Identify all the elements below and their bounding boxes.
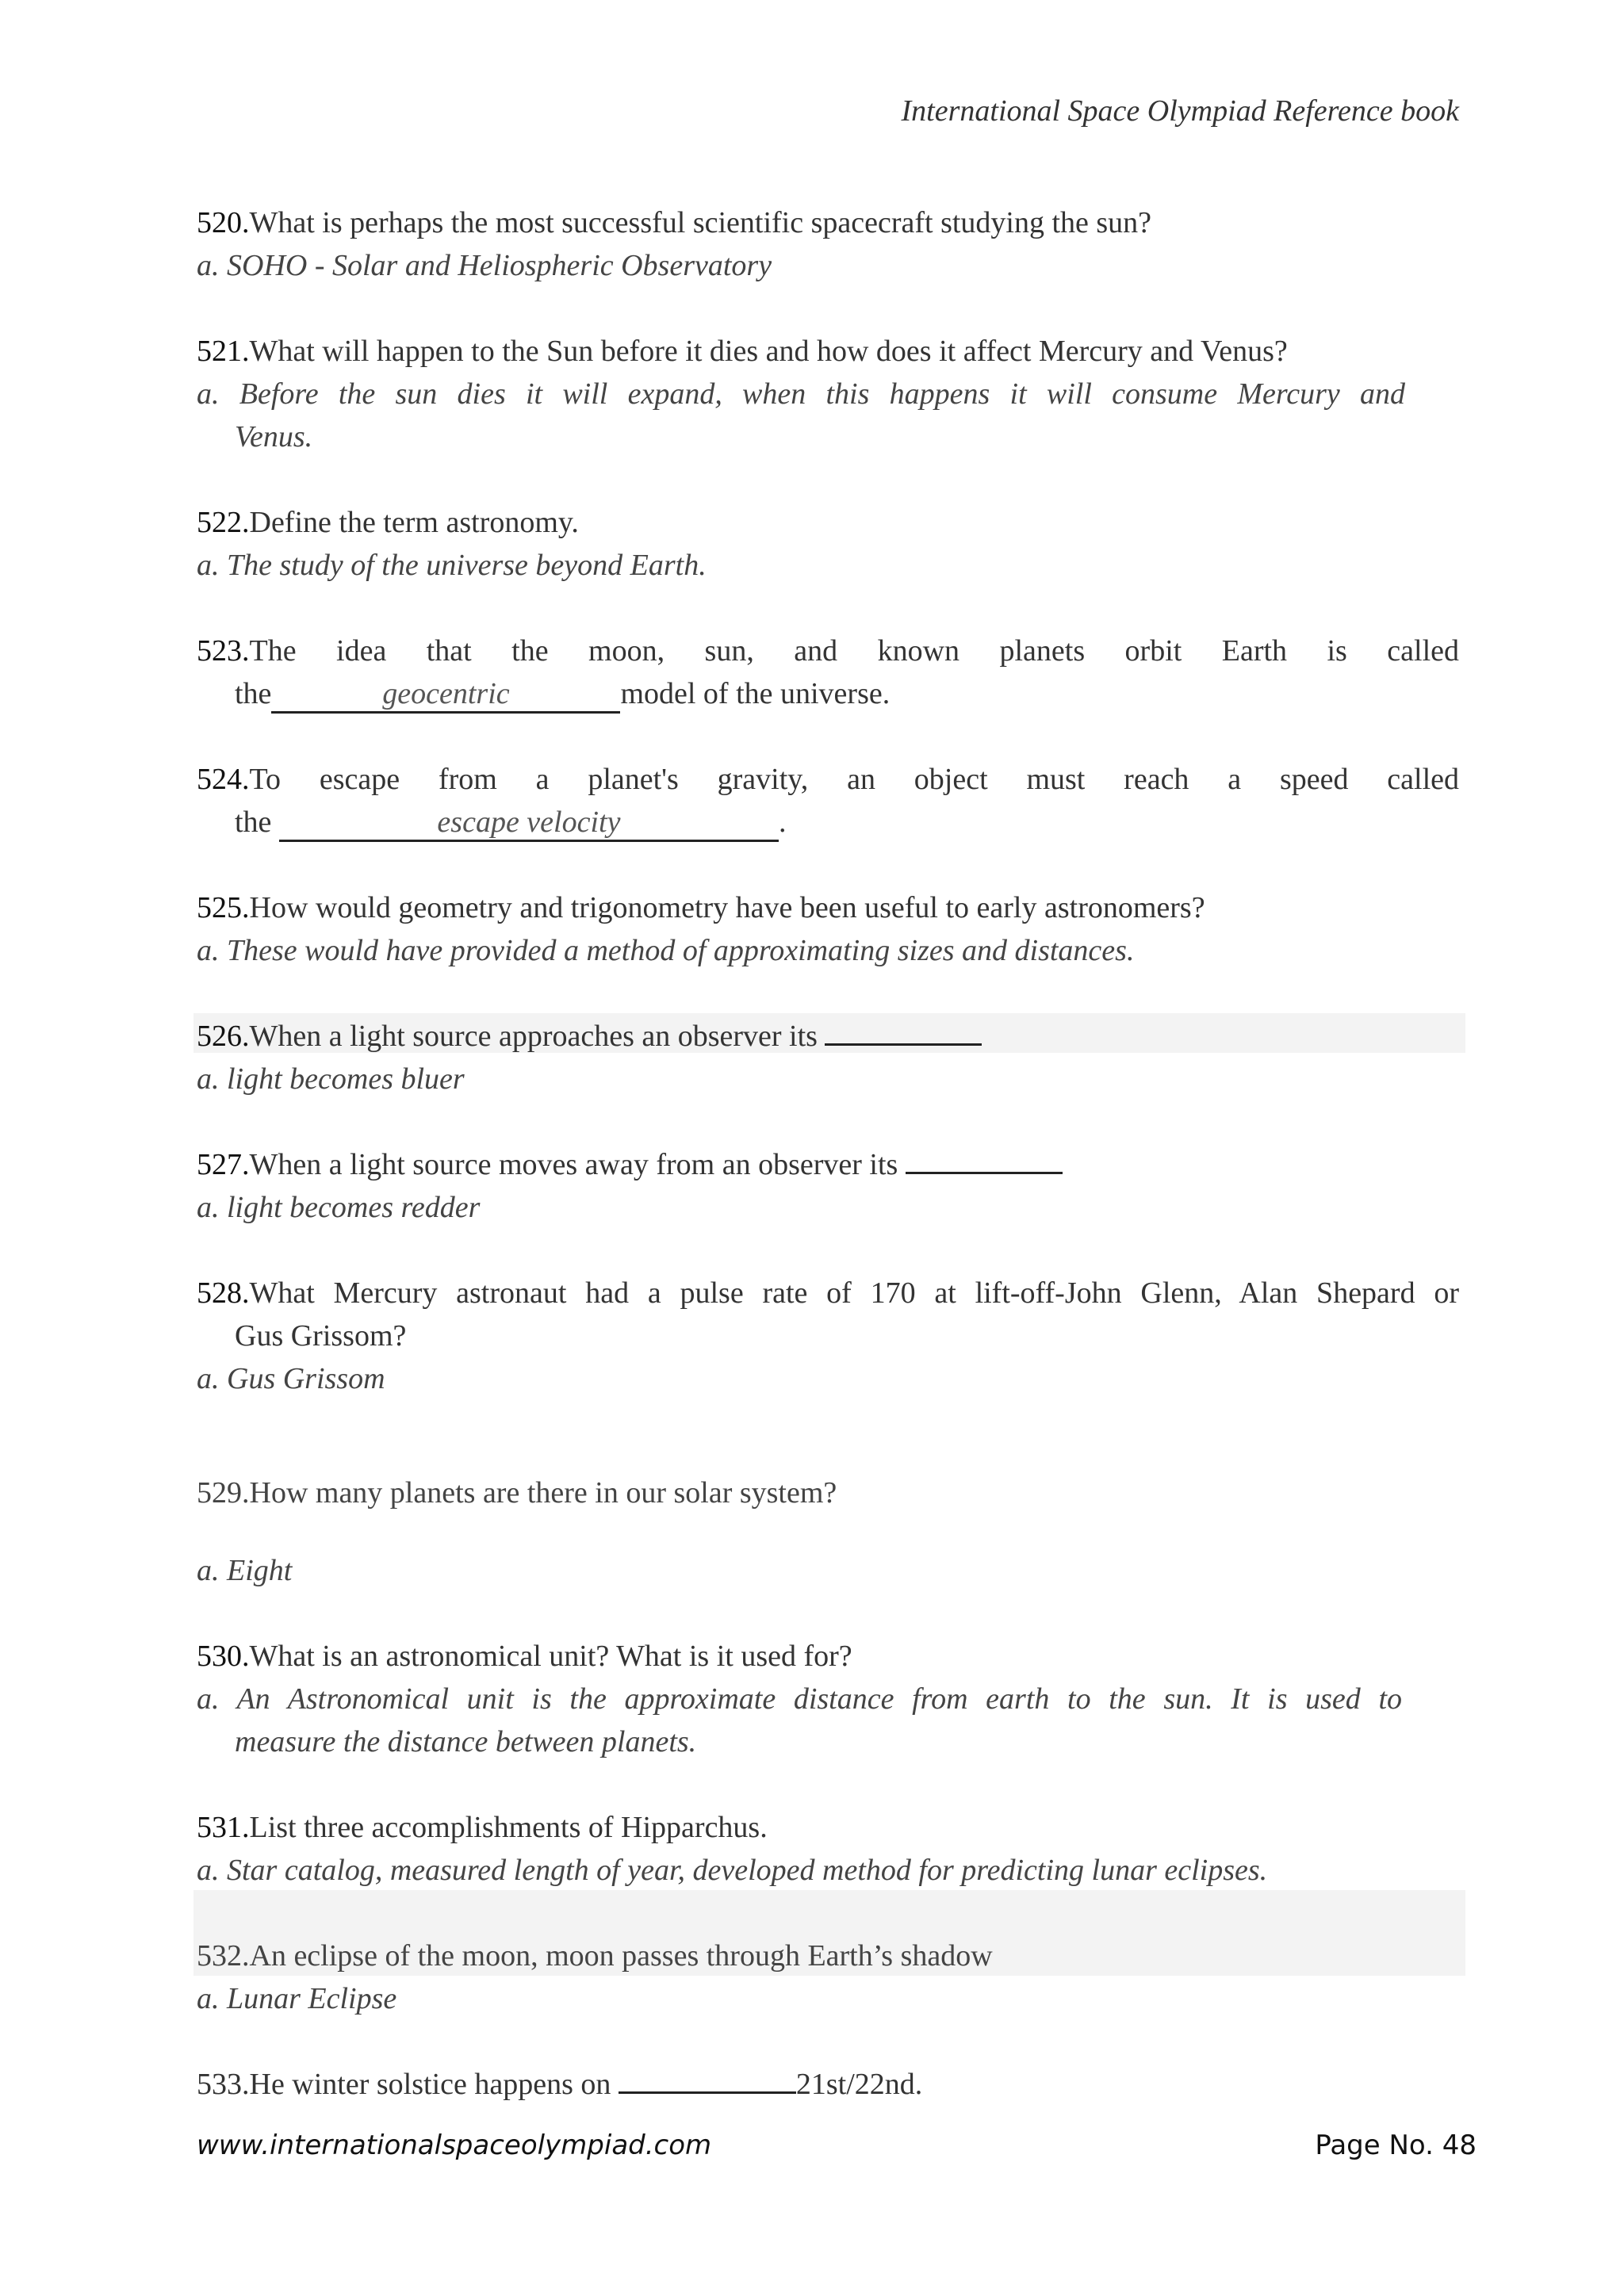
- answer-521: [197, 373, 1405, 458]
- question-number: 526.: [197, 1020, 250, 1053]
- answer-532: [197, 1977, 1459, 2020]
- answer-text: a. Gus Grissom: [197, 1362, 385, 1395]
- question-530: [197, 1635, 1459, 1678]
- question-number: 527.: [197, 1148, 250, 1181]
- question-text: Define the term astronomy.: [249, 506, 579, 539]
- answer-526: [197, 1058, 1459, 1100]
- question-text: List three accomplishments of Hipparchus.: [249, 1811, 768, 1844]
- question-527: [197, 1143, 1459, 1186]
- question-number: 525.: [197, 891, 250, 924]
- question-525: [197, 886, 1459, 929]
- question-528: [197, 1272, 1459, 1357]
- question-533: [197, 2063, 1459, 2106]
- question-number: 522.: [197, 506, 250, 539]
- fill-blank: [619, 2091, 796, 2094]
- answer-529: [197, 1549, 1459, 1592]
- question-number: 530.: [197, 1640, 250, 1673]
- question-text-line-1: To escape from a planet's gravity, an object must reach a speed called: [249, 763, 1459, 796]
- fill-answer: geocentric: [382, 677, 510, 710]
- answer-520: [197, 244, 1459, 287]
- answer-text: a. Lunar Eclipse: [197, 1982, 397, 2015]
- answer-525: [197, 929, 1459, 972]
- running-header: International Space Olympiad Reference book: [901, 94, 1459, 128]
- question-number: 528.: [197, 1276, 250, 1310]
- answer-text-line-1: a. An Astronomical unit is the approximate distance from earth to the sun. It is used to: [197, 1682, 1402, 1716]
- question-529: [197, 1471, 1459, 1514]
- answer-531: [197, 1849, 1459, 1892]
- question-text: When a light source approaches an observer its: [249, 1020, 818, 1053]
- question-text-pre: He winter solstice happens on: [249, 2068, 611, 2101]
- fill-blank: [279, 805, 779, 842]
- answer-text-line-1: a. Before the sun dies it will expand, when this happens it will consume Mercury and: [197, 377, 1405, 411]
- question-text-pre: the: [235, 677, 272, 710]
- answer-530: [197, 1678, 1402, 1763]
- answer-527: [197, 1186, 1459, 1229]
- footer-page-number: Page No. 48: [1315, 2130, 1477, 2161]
- question-text-line-2: Gus Grissom?: [235, 1319, 407, 1353]
- question-text-post: model of the universe.: [620, 677, 891, 710]
- answer-text: a. Star catalog, measured length of year, developed method for predicting lunar eclipses.: [197, 1854, 1268, 1887]
- question-520: [197, 201, 1459, 244]
- question-text: What is an astronomical unit? What is it used for?: [249, 1640, 852, 1673]
- question-532: [197, 1934, 1459, 1977]
- answer-text: a. light becomes redder: [197, 1191, 481, 1224]
- fill-blank: [825, 1043, 982, 1046]
- question-number: 521.: [197, 335, 250, 368]
- question-number: 529.: [197, 1476, 250, 1510]
- question-text: An eclipse of the moon, moon passes through Earth’s shadow: [249, 1939, 993, 1973]
- question-text: How would geometry and trigonometry have been useful to early astronomers?: [249, 891, 1205, 924]
- question-text: What is perhaps the most successful scientific spacecraft studying the sun?: [249, 206, 1152, 239]
- answer-text: a. Eight: [197, 1554, 293, 1587]
- question-number: 532.: [197, 1939, 250, 1973]
- fill-answer: escape velocity: [437, 806, 621, 839]
- answer-text-line-2: Venus.: [235, 420, 313, 453]
- fill-blank: [271, 676, 620, 714]
- answer-text-line-2: measure the distance between planets.: [235, 1725, 697, 1758]
- question-text-pre: the: [235, 806, 272, 839]
- question-526: [197, 1015, 1459, 1058]
- question-number: 520.: [197, 206, 250, 239]
- answer-text: a. light becomes bluer: [197, 1062, 465, 1096]
- question-number: 523.: [197, 634, 250, 668]
- question-text-post: .: [778, 806, 787, 839]
- fill-blank: [906, 1172, 1063, 1174]
- question-number: 533.: [197, 2068, 250, 2101]
- question-number: 524.: [197, 763, 250, 796]
- answer-text: a. These would have provided a method of approximating sizes and distances.: [197, 934, 1135, 967]
- question-text-line-1: The idea that the moon, sun, and known planets orbit Earth is called: [249, 634, 1459, 668]
- question-524: [197, 758, 1459, 844]
- answer-528: [197, 1357, 1459, 1400]
- question-text: When a light source moves away from an observer its: [249, 1148, 898, 1181]
- question-number: 531.: [197, 1811, 250, 1844]
- question-523: [197, 629, 1459, 715]
- question-text-line-1: What Mercury astronaut had a pulse rate of 170 at lift-off-John Glenn, Alan Shepard or: [249, 1276, 1459, 1310]
- answer-text: a. The study of the universe beyond Earth.: [197, 549, 707, 582]
- question-text: How many planets are there in our solar system?: [249, 1476, 837, 1510]
- question-text-post: 21st/22nd.: [795, 2068, 923, 2101]
- question-text: What will happen to the Sun before it dies and how does it affect Mercury and Venus?: [249, 335, 1288, 368]
- answer-522: [197, 544, 1459, 587]
- question-522: [197, 501, 1459, 544]
- footer-website-link[interactable]: www.internationalspaceolympiad.com: [197, 2130, 712, 2161]
- question-521: [197, 330, 1459, 373]
- answer-text: a. SOHO - Solar and Heliospheric Observatory: [197, 249, 772, 282]
- question-531: [197, 1806, 1459, 1849]
